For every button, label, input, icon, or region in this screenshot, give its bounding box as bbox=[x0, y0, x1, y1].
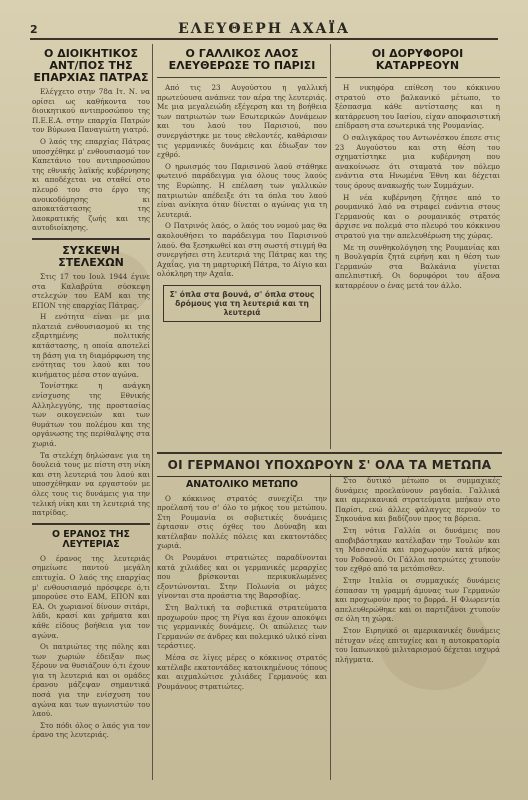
article-paragraph: Ο έρανος της λευτεριάς σημείωσε παντού μεγάλη επιτυχία. Ο λαός της επαρχίας μ' ενθουσιασμό πρόσφερε ό,τι μπορούσε στο ΕΑΜ, ΕΠΟΝ και ΕΑ. Οι χωριανοί δίνουν σιτάρι, λάδι, κρασί και χρήματα και κάθε είδους βοήθεια για τον αγώνα. bbox=[32, 553, 150, 640]
column-left bbox=[32, 44, 150, 742]
article-paragraph: Ο λαός της επαρχίας Πάτρας υποσχέθηκε μ' ενθουσιασμό τον Καπετάνιο του αντιπροσώπου της εθνικής λαϊκής κυβέρνησης κι αποδέχεται να σταθεί στο πλευρό του στο έργο της ανοικοδόμησης κι αποκατάστασης της λαοκρατικής ζωής και της αυτοδιοίκησης. bbox=[32, 136, 150, 233]
page-number: 2 bbox=[30, 22, 39, 36]
article-paragraph: Ο Πατρινός λαός, ο λαός του νομού μας θα ακολουθήσει το παράδειγμα του Παρισινού λαού. Θα ξεσηκωθεί και στη σωστή στιγμή θα συνεργήσει στη λευτεριά της Πάτρας και της Αχαΐας, για τη μαρτυρική Πάτρα, το Αίγιο και ολόκληρη την Αχαΐα. bbox=[157, 221, 327, 279]
article-paragraph: Στη νότια Γαλλία οι δυνάμεις που αποβιβάστηκαν κατέλαβαν την Τουλών και τη Μασσαλία και προχωρούν κατά μήκος του Ροδανού. Οι Γάλλοι πατριώτες χτυπούν τον εχθρό από τα μετόπισθεν. bbox=[335, 525, 500, 574]
article-paragraph: Ελέγχετο στην 78α Ιτ. Ν. να ορίσει ως καθήκοντα του διοικητικού αντιπροσώπου της Π.Ε.Ε.Α. στην επαρχία Πατρών τον Βύρωνα Παναγιώτη γιατρό. bbox=[32, 87, 150, 135]
article-paragraph: Στις 17 του Ιουλ 1944 έγινε στα Καλαβρύτα σύσκεψη στελεχών του ΕΑΜ και της ΕΠΟΝ της επαρχίας Πάτρας. bbox=[32, 271, 150, 310]
article-paragraph: Ο ηρωισμός του Παρισινού λαού στάθηκε φωτεινό παράδειγμα για όλους τους λαούς της Ευρώπης. Η επέλαση των γαλλικών πατριωτών απέδειξε ότι τα όπλα του λαού είναι ανίκητα όταν δίνεται ο αγώνας για τη λευτεριά. bbox=[157, 161, 327, 219]
article-paragraph: Μέσα σε λίγες μέρες ο κόκκινος στρατός κατέλαβε εκατοντάδες κατοικημένους τόπους και αιχμαλώτισε χιλιάδες Γερμανούς και Ρουμάνους στρατιώτες. bbox=[157, 653, 327, 691]
column-lower-middle bbox=[157, 476, 327, 693]
article-paragraph: Στη Βαλτική τα σοβιετικά στρατεύματα προχωρούν προς τη Ρίγα και έχουν αποκόψει τις γερμανικές δυνάμεις. Οι απώλειες των Γερμανών σε άνδρες και πολεμικό υλικό είναι τεράστιες. bbox=[157, 603, 327, 651]
masthead bbox=[30, 20, 498, 40]
article-headline: ΣΥΣΚΕΨΗ ΣΤΕΛΕΧΩΝ bbox=[58, 243, 124, 269]
column-lower-right bbox=[335, 476, 500, 666]
article-paragraph: Στο δυτικό μέτωπο οι συμμαχικές δυνάμεις προελαύνουν ραγδαία. Γαλλικά και αμερικανικά στρατεύματα μπήκαν στο Παρίσι, ενώ άλλες φάλαγγες περνούν το Σηκουάνα και βαδίζουν προς τα βόρεια. bbox=[335, 476, 500, 524]
column-right bbox=[335, 44, 500, 292]
article-paragraph: Οι Ρουμάνοι στρατιώτες παραδίνονται κατά χιλιάδες και οι γερμανικές μεραρχίες που βρίσκονται περικυκλωμένες εξοντώνονται. Στην Πολωνία οι μάχες γίνονται στα προάστια της Βαρσοβίας. bbox=[157, 553, 327, 601]
article-headline: Ο ΕΡΑΝΟΣ ΤΗΣ ΛΕΥΤΕΡΙΑΣ bbox=[52, 528, 130, 551]
article-paragraph: Από τις 23 Αυγούστου η γαλλική πρωτεύουσα ανάπνεε τον αέρα της λευτεριάς. Με μια μεγαλειώδη εξέγερση και τη βοήθεια των πατριωτών των Εσωτερικών Δυνάμεων και του λαού του Παρισιού, που συνεργάστηκε με τους εθελοντές, καθάρισαν τις γερμανικές δυνάμεις και έδιωξαν τον εχθρό. bbox=[157, 83, 327, 160]
column-middle bbox=[157, 44, 327, 328]
article-paragraph: Ο κόκκινος στρατός συνεχίζει την προέλασή του σ' όλο το μήκος του μετώπου. Στη Ρουμανία οι σοβιετικές δυνάμεις έφτασαν στις όχθες του Δούναβη και κατέλαβαν πολλές πόλεις και εκατοντάδες χωριά. bbox=[157, 493, 327, 551]
article-paragraph: Τονίστηκε η ανάγκη ενίσχυσης της Εθνικής Αλληλεγγύης, της προστασίας των οικογενειών και των θυμάτων του πολέμου και της οργάνωσης της περίθαλψης στα χωριά. bbox=[32, 381, 150, 448]
article-paragraph: Τα στελέχη δηλώσανε για τη δουλειά τους με πίστη στη νίκη και στη λευτεριά του λαού και υποσχέθηκαν να εργαστούν με όλες τους τις δυνάμεις για την τελική νίκη και τη λευτεριά της πατρίδας. bbox=[32, 450, 150, 518]
article-paragraph: Οι πατριώτες της πόλης και των χωριών έδειξαν πως ξέρουν να θυσιάζουν ό,τι έχουν για τη λευτεριά και οι ομάδες έρανου μάζεψαν σημαντικά ποσά για την ενίσχυση του αγώνα και των αγωνιστών του λαού. bbox=[32, 642, 150, 719]
article-paragraph: Ο σαλιγκάρος του Αντωνέσκου έπεσε στις 23 Αυγούστου και στη θέση του σχηματίστηκε μια κυβέρνηση που ανακοίνωσε ότι σταματά τον πόλεμο ενάντια στα Ηνωμένα Έθνη και δέχεται τους όρους ανακωχής των Συμμάχων. bbox=[335, 132, 500, 190]
article-headline: Ο ΓΑΛΛΙΚΟΣ ΛΑΟΣ ΕΛΕΥΘΕΡΩΣΕ ΤΟ ΠΑΡΙΣΙ bbox=[168, 47, 316, 72]
article-headline: ΟΙ ΔΟΡΥΦΟΡΟΙ ΚΑΤΑΡΡΕΟΥΝ bbox=[371, 47, 464, 72]
article-paragraph: Στην Ιταλία οι συμμαχικές δυνάμεις έσπασαν τη γραμμή άμυνας των Γερμανών και προχωρούν προς το βορρά. Η Φλωρεντία απελευθερώθηκε και οι παρτιζάνοι χτυπούν σε όλη τη χώρα. bbox=[335, 575, 500, 624]
slogan-box: Σ' όπλα στα βουνά, σ' όπλα στους δρόμους για τη λευτεριά και τη λευτεριά bbox=[163, 285, 321, 322]
section-rule bbox=[32, 238, 150, 240]
article-paragraph: Η ενότητα είναι με μια πλατειά ενθουσιασμού κι της εξαρτημένης πολιτικής κατάστασης, η οποία αποτελεί τη βάση για τη διαμόρφωση της ενότητας του λαού και του κινήματος μέσα στον αγώνα. bbox=[32, 312, 150, 379]
column-divider bbox=[152, 44, 153, 780]
newspaper-title: ΕΛΕΥΘΕΡΗ ΑΧΑΪΑ bbox=[178, 21, 350, 37]
column-divider bbox=[330, 474, 331, 780]
article-paragraph: Η νέα κυβέρνηση ζήτησε από το ρουμανικό λαό να στραφεί ενάντια στους Γερμανούς και ο ρουμανικός στρατός άρχισε να πολεμά στο πλευρό του κόκκινου στρατού για την απελευθέρωση της χώρας. bbox=[335, 192, 500, 240]
section-rule bbox=[157, 77, 327, 78]
article-paragraph: Με τη συνθηκολόγηση της Ρουμανίας και η Βουλγαρία ζητά ειρήνη και η θέση των Γερμανών στα Βαλκάνια γίνεται απελπιστική. Οι δορυφόροι του άξονα καταρρέουν ο ένας μετά τον άλλο. bbox=[335, 242, 500, 290]
wide-headline: ΟΙ ΓΕΡΜΑΝΟΙ ΥΠΟΧΩΡΟΥΝ Σ' ΟΛΑ ΤΑ ΜΕΤΩΠΑ bbox=[157, 452, 502, 477]
section-rule bbox=[32, 523, 150, 525]
section-rule bbox=[335, 77, 500, 78]
article-paragraph: Στο πόδι όλος ο λαός για τον έρανο της λευτεριάς. bbox=[32, 720, 150, 740]
article-paragraph: Στον Ειρηνικό οι αμερικανικές δυνάμεις πέτυχαν νέες επιτυχίες και η αυτοκρατορία του Ιαπωνικού μιλιταρισμού δέχεται ισχυρά πλήγματα. bbox=[335, 625, 500, 664]
article-headline: Ο ΔΙΟΙΚΗΤΙΚΟΣ ΑΝΤ/ΠΟΣ ΤΗΣ ΕΠΑΡΧΙΑΣ ΠΑΤΡΑΣ bbox=[33, 47, 149, 84]
article-paragraph: Η νικηφόρα επίθεση του κόκκινου στρατού στο βαλκανικό μέτωπο, το ξέσπασμα κάθε αντίστασης και η κατάρρευση του Ιασίου, είχαν αποφασιστική επίδραση στα εσωτερικά της Ρουμανίας. bbox=[335, 83, 500, 131]
article-subheadline: ΑΝΑΤΟΛΙΚΟ ΜΕΤΩΠΟ bbox=[186, 479, 298, 490]
column-divider bbox=[330, 44, 331, 449]
